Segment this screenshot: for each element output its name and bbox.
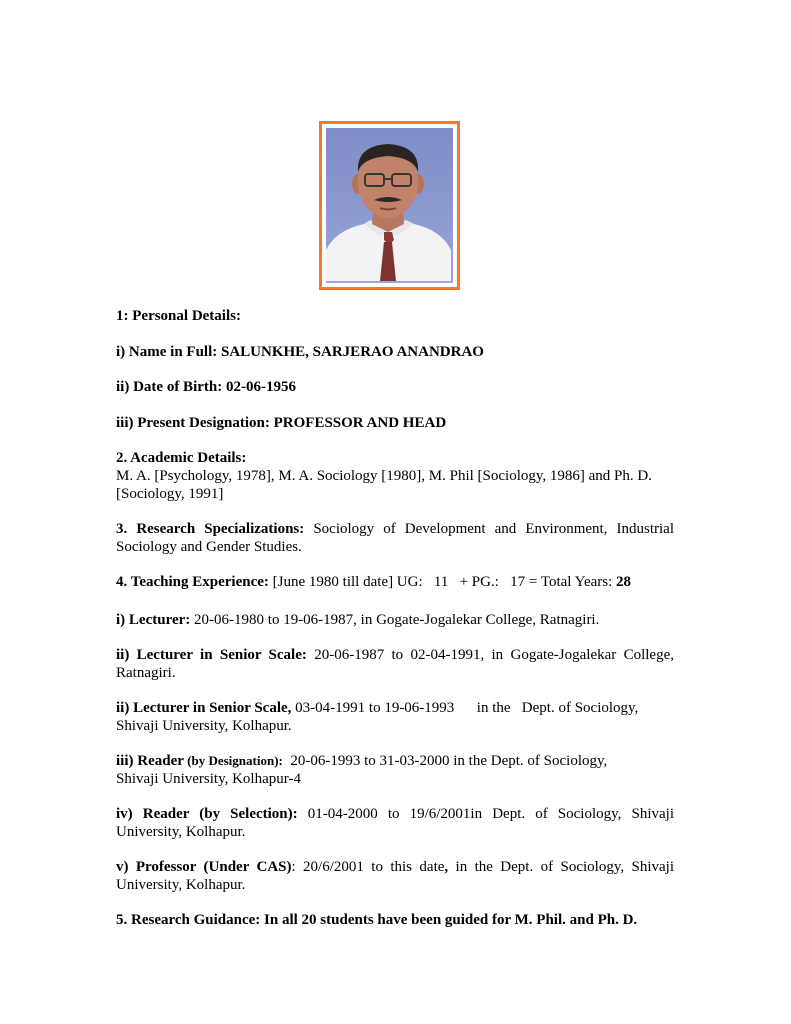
personal-details-heading: 1: Personal Details:	[116, 308, 241, 324]
experience-item-line: Ratnagiri.	[116, 665, 176, 681]
experience-item	[116, 611, 674, 629]
experience-item-line	[116, 699, 661, 717]
research-guidance: 5. Research Guidance: In all 20 students have been guided for M. Phil. and Ph. D.	[116, 912, 638, 928]
experience-item-label: v) Professor (Under CAS)	[116, 859, 292, 875]
full-name: i) Name in Full: SALUNKHE, SARJERAO ANANDRAO	[116, 344, 484, 360]
research-specializations	[116, 520, 674, 556]
experience-item-line	[116, 752, 674, 770]
teaching-experience-text: [June 1980 till date] UG: 11 + PG.: 17 = Total Years:	[268, 574, 617, 590]
experience-item	[116, 646, 674, 682]
experience-item-text: 01-04-2000 to 19/6/2001in Dept. of Sociology, Shivaji	[297, 806, 674, 822]
experience-item-text: 20-06-1987 to 02-04-1991, in Gogate-Jogalekar College,	[306, 647, 674, 663]
experience-item-label: i) Lecturer:	[116, 612, 191, 628]
experience-item	[116, 699, 661, 735]
research-specializations-heading: 3. Research Specializations:	[116, 521, 305, 537]
experience-item-line: University, Kolhapur.	[116, 824, 246, 840]
experience-item-text: : 20/6/2001 to this date	[291, 859, 445, 875]
experience-item-text: 20-06-1980 to 19-06-1987, in Gogate-Jogalekar College, Ratnagiri.	[190, 612, 600, 628]
experience-item-line	[116, 858, 674, 876]
portrait-photo-frame	[319, 121, 460, 290]
experience-item	[116, 858, 674, 894]
experience-item-label: ii) Lecturer in Senior Scale:	[116, 647, 307, 663]
portrait-photo-icon	[326, 128, 451, 281]
experience-item-line	[116, 646, 674, 664]
experience-item-label-note: (by Designation):	[183, 753, 283, 768]
teaching-experience	[116, 573, 674, 591]
experience-item-label: ii) Lecturer in Senior Scale,	[116, 700, 292, 716]
experience-item-text: in the Dept. of Sociology, Shivaji	[448, 859, 674, 875]
experience-item-line	[116, 805, 674, 823]
experience-item-label: iii) Reader	[116, 753, 184, 769]
research-specializations-line	[116, 520, 674, 538]
experience-item-label: iv) Reader (by Selection):	[116, 806, 298, 822]
teaching-experience-heading: 4. Teaching Experience:	[116, 574, 269, 590]
experience-item	[116, 805, 674, 841]
experience-item	[116, 752, 674, 788]
research-specializations-text: Sociology of Development and Environment, Industrial	[304, 521, 674, 537]
experience-item-text: 03-04-1991 to 19-06-1993 in the Dept. of Sociology,	[291, 700, 639, 716]
academic-details	[116, 449, 674, 503]
present-designation: iii) Present Designation: PROFESSOR AND HEAD	[116, 415, 447, 431]
academic-details-line: M. A. [Psychology, 1978], M. A. Sociology [1980], M. Phil [Sociology, 1986] and Ph. D.	[116, 468, 652, 484]
teaching-total-years: 28	[616, 574, 632, 590]
experience-item-punct: ,	[444, 859, 449, 875]
experience-item-line: Shivaji University, Kolhapur.	[116, 718, 292, 734]
experience-item-line: Shivaji University, Kolhapur-4	[116, 771, 301, 787]
experience-item-text: 20-06-1993 to 31-03-2000 in the Dept. of Sociology,	[282, 753, 608, 769]
portrait-photo	[326, 128, 453, 283]
experience-item-line: University, Kolhapur.	[116, 877, 246, 893]
date-of-birth: ii) Date of Birth: 02-06-1956	[116, 379, 296, 395]
academic-details-heading: 2. Academic Details:	[116, 450, 247, 466]
research-specializations-line: Sociology and Gender Studies.	[116, 539, 302, 555]
academic-details-line: [Sociology, 1991]	[116, 486, 224, 502]
